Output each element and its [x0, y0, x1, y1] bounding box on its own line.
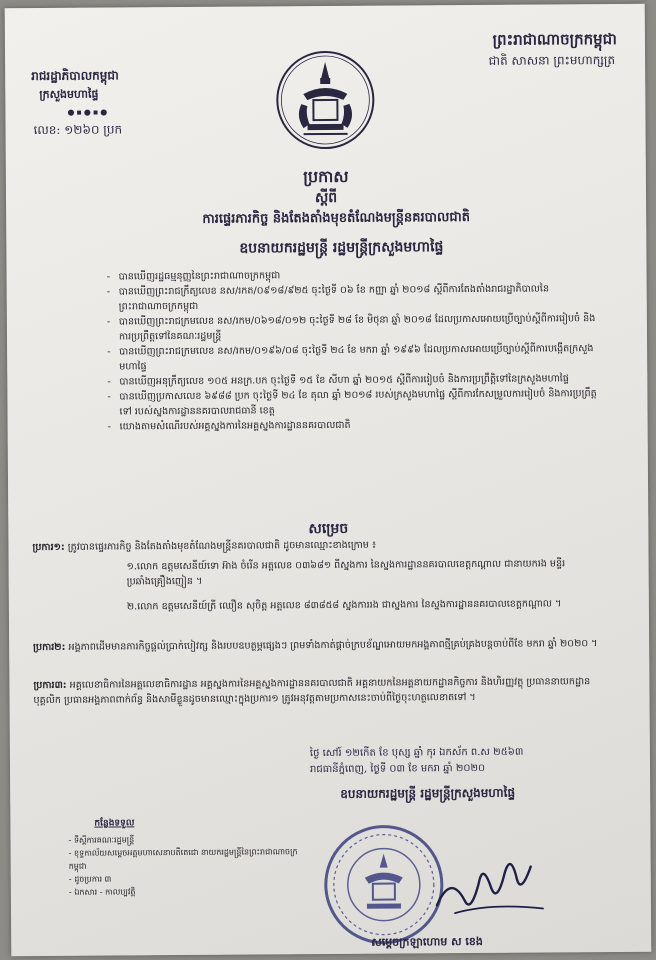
- article-1: [32, 536, 602, 555]
- ministry-name: ក្រសួងមហាផ្ទៃ: [39, 87, 99, 102]
- solar-date: រាជធានីភ្នំពេញ, ថ្ងៃទី ០៣ ខែ មករា ឆ្នាំ ២០២០: [309, 762, 486, 776]
- article-text: អង្គភាពដើមមានភារកិច្ចផ្តល់ប្រាក់បៀវត្ស និងរបបឧបត្ថម្ភផ្សេងៗ ព្រមទាំងកាត់ផ្តាច់ក្របខ័ណ្ឌអោយមកអង្គភាពថ្មីគ្រប់គ្រងបន្តចាប់ពីខែ មករា ឆ្នាំ ២០២០ ។: [68, 638, 598, 653]
- article-label: ប្រការ៣:: [33, 679, 67, 692]
- reference-item: - បានឃើញព្រះរាជក្រមលេខ នស/រកម/០១៩៦/០៨ ចុះថ្ងៃទី ២៤ ខែ មករា ឆ្នាំ ១៩៩៦ ដែលប្រកាសអោយប្រើច្បាប់ស្តីពីការបង្កើតក្រសួងមហាផ្ទៃ: [107, 341, 607, 374]
- recipient-item: - ឯកសារ - កាលប្បវត្តិ: [68, 887, 136, 897]
- article-text: ត្រូវបានផ្ទេរភារកិច្ច និងតែងតាំងមុខតំណែងមន្ត្រីនគរបាលជាតិ ដូចមានឈ្មោះខាងក្រោម ៖: [67, 539, 377, 553]
- header-ornament: ●▪●▪●: [67, 107, 110, 117]
- government-name: រាជរដ្ឋាភិបាលកម្ពុជា: [31, 68, 119, 84]
- article-3: [33, 674, 603, 708]
- document-about: ស្តីពី: [314, 189, 338, 207]
- recipients-list: [68, 832, 298, 899]
- appointee-2: ២.លោក ឧត្តមសេនីយ៍ត្រី ឈឿន សុចិត្ត អត្តលេខ ៨៣៨៥៨ ស្នងការរង ជាស្នងការ នៃស្នងការដ្ឋាននគរបាលខេត្តកណ្តាល ។: [126, 598, 562, 613]
- document-subject: ការផ្ទេរភារកិច្ច និងតែងតាំងមុខតំណែងមន្ត្រីនគរបាលជាតិ: [202, 210, 471, 227]
- recipient-item: - ខុទ្ទកាល័យសម្តេចអគ្គមហាសេនាបតីតេជោ នាយករដ្ឋមន្ត្រីនៃព្រះរាជាណាចក្រកម្ពុជា: [68, 847, 298, 871]
- lunar-date: ថ្ងៃ សៅរ៍ ១២កើត ខែ បុស្ស ឆ្នាំ កុរ ឯកស័ក ព.ស ២៥៦៣: [309, 746, 524, 760]
- reference-number: លេខ: ១២៦០ ប្រក: [33, 122, 123, 138]
- reference-item: - យោងតាមសំណើរបស់អគ្គស្នងការនៃអគ្គស្នងការដ្ឋាននគរបាលជាតិ: [108, 416, 608, 434]
- article-label: ប្រការ១:: [32, 541, 65, 554]
- article-2: [33, 636, 603, 655]
- article-text: អគ្គលេខាធិការនៃអគ្គលេខាធិការដ្ឋាន អគ្គស្នងការនៃអគ្គស្នងការដ្ឋាននគរបាលជាតិ អគ្គនាយកនៃអគ្គនាយកដ្ឋានកិច្ចការ និងហិរញ្ញវត្ថុ ប្រធាននាយកដ្ឋានបុគ្គលិក ប្រធានអង្គភាពពាក់ព័ន្ធ និងសាមីខ្លួនដូចមានឈ្មោះក្នុងប្រការ១ ត្រូវអនុវត្តតាមប្រកាសនេះចាប់ពីថ្ងៃចុះហត្ថលេខាតទៅ ។: [33, 676, 591, 707]
- handwritten-signature-icon: [431, 842, 550, 923]
- article-label: ប្រការ២:: [33, 641, 66, 654]
- recipient-item: - ដូចប្រការ ៣: [68, 874, 112, 884]
- national-motto: ជាតិ សាសនា ព្រះមហាក្សត្រ: [488, 52, 616, 68]
- issuer-title: ឧបនាយករដ្ឋមន្ត្រី រដ្ឋមន្ត្រីក្រសួងមហាផ្ទៃ: [239, 239, 444, 257]
- signer-title: ឧបនាយករដ្ឋមន្ត្រី រដ្ឋមន្ត្រីក្រសួងមហាផ្ទៃ: [340, 785, 516, 801]
- appointee-1: ១.លោក ឧត្តមសេនីយ៍ទោ អ៊ាង ចំរើន អត្តលេខ ០៣៦៨១ ពីស្នងការ នៃស្នងការដ្ឋាននគរបាលខេត្តកណ្តាល ជានាយករង មន្ទីរប្រឆាំងគ្រឿងញៀន ។: [126, 558, 566, 588]
- reference-item: - បានឃើញប្រកាសលេខ ៦៩៨៨ ប្រក ចុះថ្ងៃទី ២៤ ខែ តុលា ឆ្នាំ ២០១៨ របស់ក្រសួងមហាផ្ទៃ ស្តីពីការកែសម្រួលការរៀបចំ និងការប្រព្រឹត្តទៅ របស់ស្នងការដ្ឋាននគរបាលរាជធានី ខេត្ត: [107, 386, 607, 419]
- reference-item: - បានឃើញអនុក្រឹត្យលេខ ១០៥ អនក្រ.បក ចុះថ្ងៃទី ១៥ ខែ សីហា ឆ្នាំ ២០១៥ ស្តីពីការរៀបចំ និងការប្រព្រឹត្តិទៅនៃក្រសួងមហាផ្ទៃ: [107, 371, 607, 389]
- reference-item: - បានឃើញព្រះរាជក្រមលេខ នស/រកម/០៦១៨/០១២ ចុះថ្ងៃទី ២៨ ខែ មិថុនា ឆ្នាំ ២០១៨ ដែលប្រកាសអោយប្រើច្បាប់ស្តីពីការរៀបចំ និងការប្រព្រឹត្តទៅនៃគណៈរដ្ឋមន្ត្រី: [107, 311, 607, 344]
- royal-crest-icon: [273, 48, 378, 153]
- reference-item: - បានឃើញព្រះរាជក្រឹត្យលេខ នស/រកត/០៩១៨/៩២៥ ចុះថ្ងៃទី ០៦ ខែ កញ្ញា ឆ្នាំ ២០១៨ ស្តីពីការតែងតាំងរាជរដ្ឋាភិបាលនៃព្រះរាជាណាចក្រកម្ពុជា: [107, 281, 607, 314]
- signer-name: សម្តេចក្រឡាហោម ស ខេង: [371, 934, 483, 949]
- document-type: ប្រកាស: [303, 166, 349, 187]
- reference-item: - បានឃើញរដ្ឋធម្មនុញ្ញនៃព្រះរាជាណាចក្រកម្ពុជា: [107, 266, 607, 284]
- decision-heading: សម្រេច: [308, 520, 349, 538]
- decree-page: [5, 4, 652, 956]
- references-list: [107, 266, 608, 434]
- recipients-title: កន្លែងទទួល: [94, 818, 135, 829]
- recipient-item: - ទីស្តីការគណៈរដ្ឋមន្ត្រី: [68, 835, 135, 845]
- ministry-seal-icon: [322, 823, 445, 946]
- kingdom-title: ព្រះរាជាណាចក្រកម្ពុជា: [492, 29, 617, 49]
